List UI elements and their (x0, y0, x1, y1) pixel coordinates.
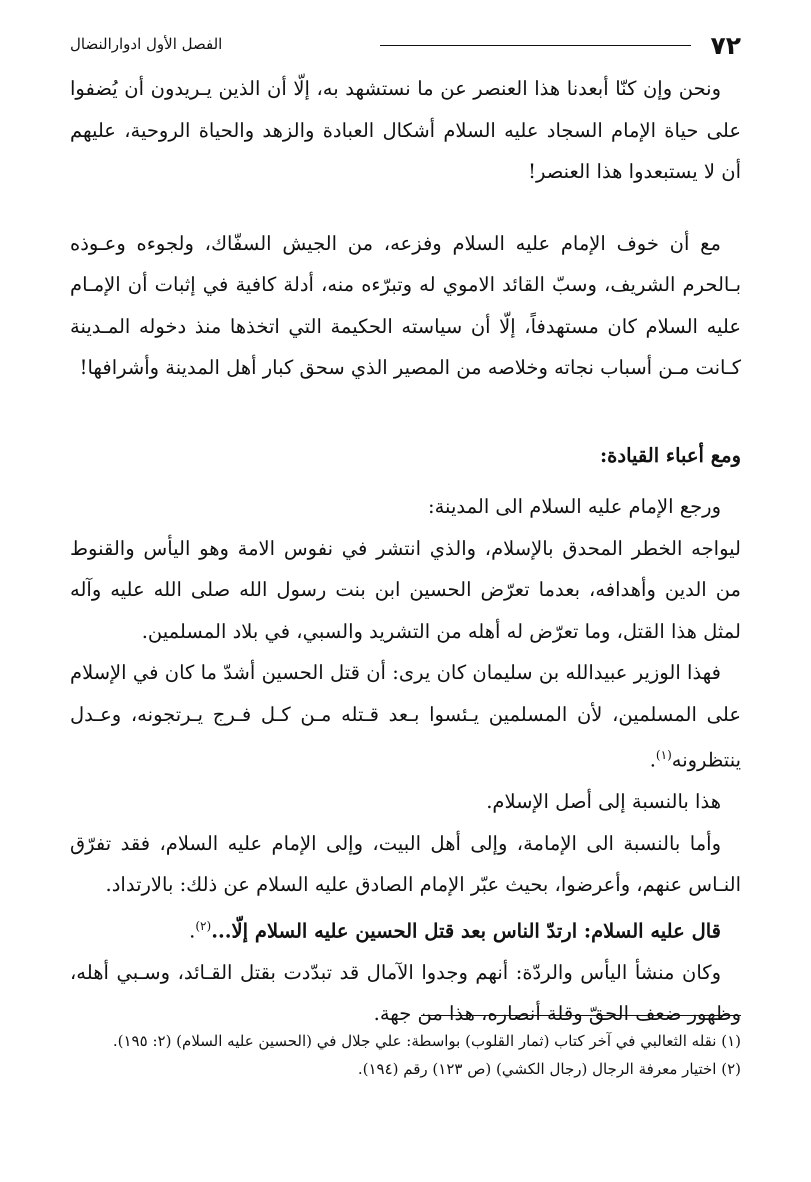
paragraph-4-text: فهذا الوزير عبيدالله بن سليمان كان يرى: أن قتل الحسين أشدّ ما كان في الإسلام على المسلمين، لأن المسلمين يـئسوا بـعد قـتله مـن كـل فـرج يـرتجونه، وعـدل ينتظرونه (70, 661, 741, 772)
header-rule (380, 45, 691, 46)
footnote-ref-2: (٢) (195, 918, 212, 933)
running-title: الفصل الأول ادوارالنضال (70, 35, 223, 53)
footnote-1: (١) نقله الثعالبي في آخر كتاب (ثمار القلوب) بواسطة: علي جلال في (الحسين عليه السلام) (٢: ١٩٥). (112, 1032, 741, 1050)
paragraph-5: هذا بالنسبة إلى أصل الإسلام. (486, 790, 721, 813)
subsection-heading: ورجع الإمام عليه السلام الى المدينة: (428, 495, 721, 518)
paragraph-3: ليواجه الخطر المحدق بالإسلام، والذي انتشر في نفوس الامة وهو اليأس والقنوط من الدين وأهدافه، بعدما تعرّض الحسين ابن بنت رسول الله صلى الله عليه وآله لمثل هذا القتل، وما تعرّض له أهله من التشريد والسبي، في بلاد المسلمين. (70, 536, 741, 643)
paragraph-8: وكان منشأ اليأس والردّة: أنهم وجدوا الآمال قد تبدّدت بقتل القـائد، وسـبي أهله، وظهور ضعف الحقّ وقلة أنصاره، هذا من جهة. (70, 960, 741, 1025)
paragraph-6: وأما بالنسبة الى الإمامة، وإلى أهل البيت، وإلى الإمام عليه السلام، فقد تفرّق النـاس عنهم، وأعرضوا، بحيث عبّر الإمام الصادق عليه السلام عن ذلك: بالارتداد. (70, 831, 741, 896)
paragraph-7: قال عليه السلام: ارتدّ الناس بعد قتل الحسين عليه السلام إلّا...$^{(٢)}$. (189, 918, 721, 942)
footnote-ref-1: (١) (655, 748, 672, 762)
page-body (70, 68, 741, 1035)
footnote-2: (٢) اختيار معرفة الرجال (رجال الكشي) (ص ١٢٣) رقم (١٩٤). (357, 1060, 741, 1078)
page-number: ٧٢ (710, 31, 741, 60)
footnote-rule (421, 1015, 741, 1016)
section-heading: ومع أعباء القيادة: (599, 443, 741, 467)
paragraph-1: ونحن وإن كنّا أبعدنا هذا العنصر عن ما نستشهد به، إلّا أن الذين يـريدون أن يُضفوا على حياة الإمام السجاد عليه السلام أشكال العبادة والزهد والحياة الروحية، عليهم أن لا يستبعدوا هذا العنصر! (70, 77, 741, 183)
paragraph-4: فهذا الوزير عبيدالله بن سليمان كان يرى: أن قتل الحسين أشدّ ما كان في الإسلام على المسلمين، لأن المسلمين يـئسوا بـعد قـتله مـن كـل فـرج يـرتجونه، وعـدل ينتظرونه$^{(١)}$. (70, 661, 741, 772)
paragraph-2: مع أن خوف الإمام عليه السلام وفزعه، من الجيش السفّاك، ولجوءه وعـوذه بـالحرم الشريف، وسبّ القائد الاموي له وتبرّءه منه، أدلة كافية في إثبات أن الإمـام عليه السلام كان مستهدفاً، إلّا أن سياسته الحكيمة التي اتخذها منذ دخوله المـدينة كـانت مـن أسباب نجاته وخلاصه من المصير الذي سحق كبار أهل المدينة وأشرافها! (70, 231, 741, 379)
page-header (70, 31, 741, 59)
footnotes (70, 1027, 741, 1083)
paragraph-7-text: قال عليه السلام: ارتدّ الناس بعد قتل الحسين عليه السلام إلّا... (211, 919, 721, 942)
